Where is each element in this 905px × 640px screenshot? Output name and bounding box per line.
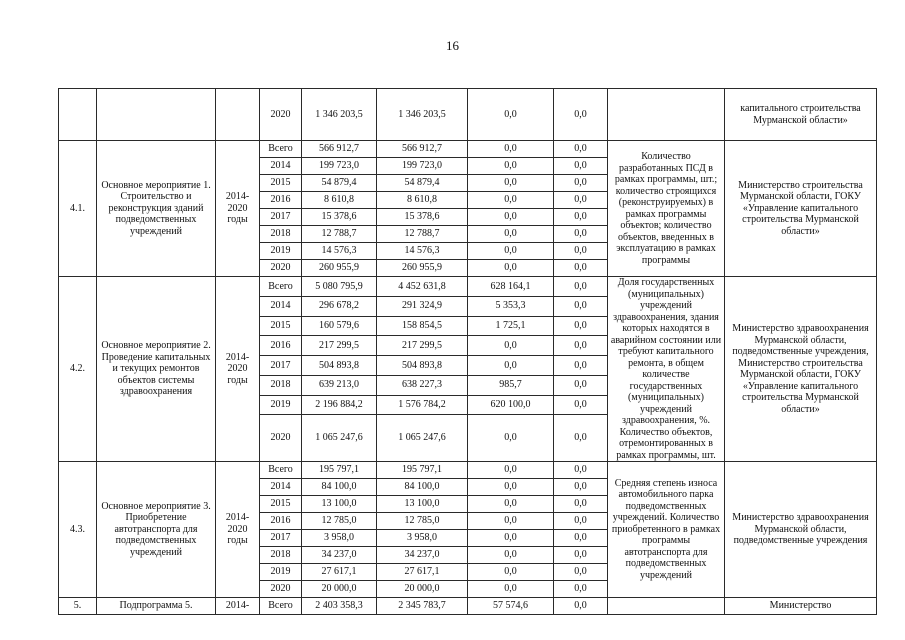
year-cell: 2016 [260,336,302,356]
other-sources-cell: 0,0 [554,415,608,462]
total-cell: 504 893,8 [302,356,377,376]
other-sources-cell: 0,0 [554,175,608,192]
total-cell: 160 579,6 [302,316,377,336]
year-cell: 2014 [260,479,302,496]
federal-budget-cell: 0,0 [468,141,554,158]
year-cell: 2018 [260,226,302,243]
regional-budget-cell: 15 378,6 [377,209,468,226]
activity-name-cell [97,89,216,141]
total-cell: 566 912,7 [302,141,377,158]
other-sources-cell: 0,0 [554,395,608,415]
other-sources-cell: 0,0 [554,158,608,175]
activity-name-cell: Основное мероприятие 1. Строительство и реконструкция зданий подведомственных учреждений [97,141,216,277]
number-cell [59,89,97,141]
period-cell: 2014-2020 годы [216,141,260,277]
total-cell: 12 788,7 [302,226,377,243]
regional-budget-cell: 12 788,7 [377,226,468,243]
year-cell: 2018 [260,547,302,564]
regional-budget-cell: 27 617,1 [377,564,468,581]
regional-budget-cell: 2 345 783,7 [377,598,468,615]
table-row [59,462,877,479]
regional-budget-cell: 54 879,4 [377,175,468,192]
regional-budget-cell: 8 610,8 [377,192,468,209]
other-sources-cell: 0,0 [554,375,608,395]
year-cell: Всего [260,462,302,479]
other-sources-cell: 0,0 [554,260,608,277]
regional-budget-cell: 12 785,0 [377,513,468,530]
other-sources-cell: 0,0 [554,530,608,547]
year-cell: 2019 [260,395,302,415]
activity-name-cell: Подпрограмма 5. [97,598,216,615]
federal-budget-cell: 0,0 [468,260,554,277]
federal-budget-cell: 628 164,1 [468,277,554,297]
year-cell: 2019 [260,243,302,260]
other-sources-cell: 0,0 [554,192,608,209]
regional-budget-cell: 13 100,0 [377,496,468,513]
year-cell: 2015 [260,175,302,192]
regional-budget-cell: 217 299,5 [377,336,468,356]
other-sources-cell: 0,0 [554,547,608,564]
year-cell: 2020 [260,260,302,277]
table-row [59,277,877,297]
table-body [59,89,877,615]
regional-budget-cell: 199 723,0 [377,158,468,175]
regional-budget-cell: 260 955,9 [377,260,468,277]
other-sources-cell: 0,0 [554,296,608,316]
number-cell: 4.3. [59,462,97,598]
other-sources-cell: 0,0 [554,243,608,260]
federal-budget-cell: 0,0 [468,513,554,530]
year-cell: Всего [260,598,302,615]
federal-budget-cell: 0,0 [468,192,554,209]
total-cell: 13 100,0 [302,496,377,513]
year-cell: 2020 [260,415,302,462]
year-cell: 2020 [260,581,302,598]
year-cell: 2014 [260,296,302,316]
table-row [59,89,877,141]
other-sources-cell: 0,0 [554,209,608,226]
year-cell: 2016 [260,192,302,209]
federal-budget-cell: 0,0 [468,356,554,376]
number-cell: 4.1. [59,141,97,277]
number-cell: 5. [59,598,97,615]
regional-budget-cell: 1 065 247,6 [377,415,468,462]
regional-budget-cell: 291 324,9 [377,296,468,316]
regional-budget-cell: 84 100,0 [377,479,468,496]
total-cell: 54 879,4 [302,175,377,192]
other-sources-cell: 0,0 [554,226,608,243]
other-sources-cell: 0,0 [554,462,608,479]
federal-budget-cell: 0,0 [468,496,554,513]
year-cell: 2016 [260,513,302,530]
federal-budget-cell: 0,0 [468,462,554,479]
table-row [59,598,877,615]
other-sources-cell: 0,0 [554,277,608,297]
total-cell: 14 576,3 [302,243,377,260]
federal-budget-cell: 0,0 [468,415,554,462]
federal-budget-cell: 0,0 [468,564,554,581]
total-cell: 3 958,0 [302,530,377,547]
regional-budget-cell: 4 452 631,8 [377,277,468,297]
other-sources-cell: 0,0 [554,496,608,513]
total-cell: 12 785,0 [302,513,377,530]
total-cell: 296 678,2 [302,296,377,316]
budget-table [58,88,877,615]
year-cell: 2019 [260,564,302,581]
other-sources-cell: 0,0 [554,316,608,336]
other-sources-cell: 0,0 [554,598,608,615]
page-number: 16 [446,38,459,53]
year-cell: 2017 [260,356,302,376]
total-cell: 639 213,0 [302,375,377,395]
federal-budget-cell: 0,0 [468,547,554,564]
year-cell: 2018 [260,375,302,395]
indicator-cell [608,598,725,615]
total-cell: 1 065 247,6 [302,415,377,462]
other-sources-cell: 0,0 [554,513,608,530]
federal-budget-cell: 620 100,0 [468,395,554,415]
year-cell: 2015 [260,316,302,336]
total-cell: 34 237,0 [302,547,377,564]
year-cell: 2014 [260,158,302,175]
year-cell: 2017 [260,530,302,547]
federal-budget-cell: 0,0 [468,581,554,598]
federal-budget-cell: 0,0 [468,89,554,141]
year-cell: Всего [260,277,302,297]
total-cell: 1 346 203,5 [302,89,377,141]
federal-budget-cell: 1 725,1 [468,316,554,336]
total-cell: 27 617,1 [302,564,377,581]
total-cell: 8 610,8 [302,192,377,209]
other-sources-cell: 0,0 [554,564,608,581]
other-sources-cell: 0,0 [554,581,608,598]
total-cell: 2 196 884,2 [302,395,377,415]
other-sources-cell: 0,0 [554,356,608,376]
number-cell: 4.2. [59,277,97,462]
total-cell: 217 299,5 [302,336,377,356]
activity-name-cell: Основное мероприятие 3. Приобретение автотранспорта для подведомственных учреждений [97,462,216,598]
other-sources-cell: 0,0 [554,336,608,356]
other-sources-cell: 0,0 [554,479,608,496]
year-cell: Всего [260,141,302,158]
executor-cell: Министерство здравоохранения Мурманской области, подведомственные учреждения [725,462,877,598]
total-cell: 20 000,0 [302,581,377,598]
activity-name-cell: Основное мероприятие 2. Проведение капитальных и текущих ремонтов объектов системы здравоохранения [97,277,216,462]
federal-budget-cell: 0,0 [468,479,554,496]
federal-budget-cell: 5 353,3 [468,296,554,316]
total-cell: 2 403 358,3 [302,598,377,615]
total-cell: 84 100,0 [302,479,377,496]
regional-budget-cell: 1 576 784,2 [377,395,468,415]
federal-budget-cell: 0,0 [468,158,554,175]
total-cell: 260 955,9 [302,260,377,277]
executor-cell: Министерство [725,598,877,615]
period-cell: 2014-2020 годы [216,277,260,462]
total-cell: 15 378,6 [302,209,377,226]
executor-cell: Министерство здравоохранения Мурманской области, подведомственные учреждения, Министерство строительства Мурманской области, ГОКУ «Управление капитального строительства Мурманской области» [725,277,877,462]
regional-budget-cell: 566 912,7 [377,141,468,158]
regional-budget-cell: 158 854,5 [377,316,468,336]
indicator-cell: Доля государственных (муниципальных) учреждений здравоохранения, здания которых находятся в аварийном состоянии или требуют капитального ремонта, в общем количестве государственных (муниципальных) учреждений здравоохранения, %. Количество объектов, отремонтированных в рамках программы, шт. [608,277,725,462]
year-cell: 2017 [260,209,302,226]
regional-budget-cell: 1 346 203,5 [377,89,468,141]
federal-budget-cell: 0,0 [468,209,554,226]
table-row [59,141,877,158]
year-cell: 2020 [260,89,302,141]
total-cell: 5 080 795,9 [302,277,377,297]
federal-budget-cell: 0,0 [468,530,554,547]
federal-budget-cell: 0,0 [468,243,554,260]
federal-budget-cell: 57 574,6 [468,598,554,615]
federal-budget-cell: 0,0 [468,226,554,243]
other-sources-cell: 0,0 [554,141,608,158]
regional-budget-cell: 638 227,3 [377,375,468,395]
period-cell: 2014-2020 годы [216,462,260,598]
federal-budget-cell: 0,0 [468,175,554,192]
regional-budget-cell: 504 893,8 [377,356,468,376]
federal-budget-cell: 0,0 [468,336,554,356]
executor-cell: капитального строительства Мурманской области» [725,89,877,141]
regional-budget-cell: 20 000,0 [377,581,468,598]
period-cell: 2014- [216,598,260,615]
total-cell: 199 723,0 [302,158,377,175]
year-cell: 2015 [260,496,302,513]
regional-budget-cell: 34 237,0 [377,547,468,564]
federal-budget-cell: 985,7 [468,375,554,395]
other-sources-cell: 0,0 [554,89,608,141]
regional-budget-cell: 14 576,3 [377,243,468,260]
regional-budget-cell: 195 797,1 [377,462,468,479]
executor-cell: Министерство строительства Мурманской области, ГОКУ «Управление капитального строительства Мурманской области» [725,141,877,277]
regional-budget-cell: 3 958,0 [377,530,468,547]
total-cell: 195 797,1 [302,462,377,479]
indicator-cell: Количество разработанных ПСД в рамках программы, шт.; количество строящихся (реконструируемых) в рамках программы объектов; количество объектов, введенных в эксплуатацию в рамках программы [608,141,725,277]
indicator-cell [608,89,725,141]
indicator-cell: Средняя степень износа автомобильного парка подведомственных учреждений. Количество приобретенного в рамках программы автотранспорта для подведомственных учреждений [608,462,725,598]
period-cell [216,89,260,141]
